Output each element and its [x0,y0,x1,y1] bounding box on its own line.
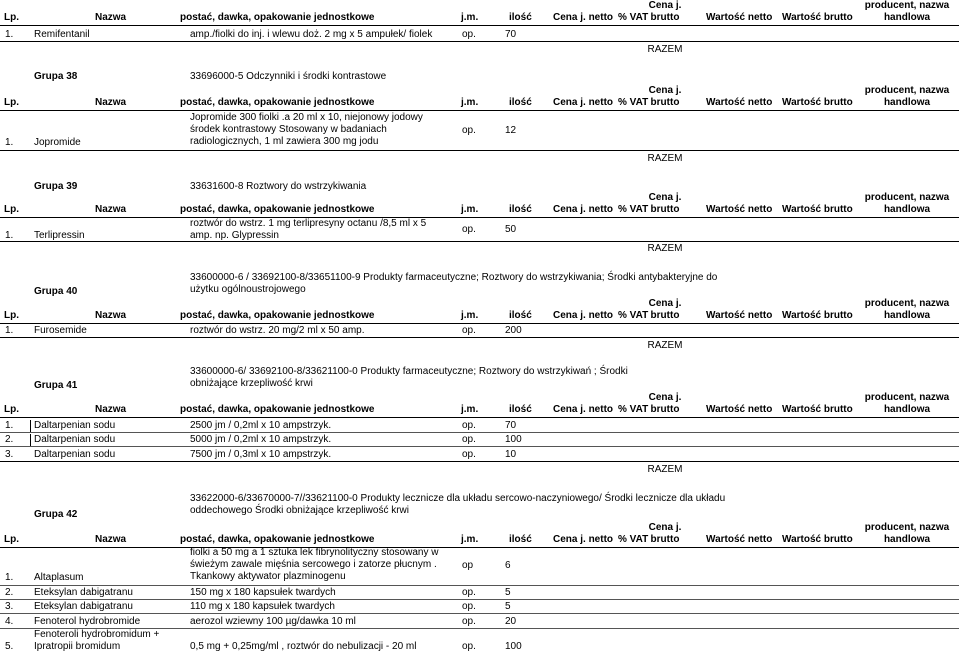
cell-divider [30,434,31,446]
header-cena-brutto-line2: brutto [650,204,680,215]
group-42-title: Grupa 42 [34,509,78,520]
row-nazwa: Jopromide [34,137,81,148]
row-postac: fiolki a 50 mg a 1 sztuka lek fibrynolityczny stosowany w świeżym zawale mięśnia sercowego i zatorze płucnym . Tkankowy aktywator plazminogenu [190,547,439,582]
row-ilosc: 100 [505,434,522,445]
row-ilosc: 200 [505,325,522,336]
header-wartosc-brutto: Wartość brutto [782,404,853,415]
row-postac: roztwór do wstrz. 1 mg terlipresyny octanu /8,5 ml x 5 amp. np. Glypressin [190,218,427,241]
row-ilosc: 6 [505,560,511,571]
header-wartosc-brutto: Wartość brutto [782,204,853,215]
header-vat: % VAT [618,310,649,321]
header-nazwa: Nazwa [95,97,127,108]
row-lp: 1. [5,325,14,336]
header-cena-brutto-line1: Cena j. [648,392,682,403]
row-postac: 7500 jm / 0,3ml x 10 ampstrzyk. [190,449,332,460]
header-ilosc: ilość [509,97,532,108]
header-vat: % VAT [618,534,649,545]
header-cena-brutto-line2: brutto [650,97,680,108]
razem-g40: RAZEM [647,340,683,351]
header-postac: postać, dawka, opakowanie jednostkowe [180,204,375,215]
row-lp: 5. [5,641,14,652]
header-cena-brutto-line2: brutto [650,12,680,23]
header-producent-line2: handlowa [883,204,931,215]
header-wartosc-netto: Wartość netto [706,204,773,215]
header-ilosc: ilość [509,204,532,215]
header-cena-brutto-line2: brutto [650,404,680,415]
header-row-g40-bottom-rule [0,323,959,324]
header-cena-netto: Cena j. netto [553,97,614,108]
row-rule [0,337,959,338]
row-lp: 1. [5,572,14,583]
row-nazwa: Eteksylan dabigatranu [34,601,133,612]
header-wartosc-netto: Wartość netto [706,12,773,23]
header-postac: postać, dawka, opakowanie jednostkowe [180,534,375,545]
cell-divider [30,420,31,432]
row-ilosc: 5 [505,587,511,598]
header-ilosc: ilość [509,12,532,23]
row-jm: op. [462,641,476,652]
row-lp: 3. [5,601,14,612]
header-nazwa: Nazwa [95,12,127,23]
row-postac: 150 mg x 180 kapsułek twardych [190,587,336,598]
header-nazwa: Nazwa [95,534,127,545]
header-producent-line2: handlowa [883,310,931,321]
row-jm: op. [462,601,476,612]
header-jm: j.m. [461,310,479,321]
row-jm: op. [462,449,476,460]
row-ilosc: 100 [505,641,522,652]
header-row-top-bottom-rule [0,25,959,26]
group-41-title: Grupa 41 [34,380,78,391]
row-jm: op. [462,325,476,336]
group-39-code: 33631600-8 Roztwory do wstrzykiwania [190,181,367,192]
row-nazwa: Remifentanil [34,29,90,40]
header-postac: postać, dawka, opakowanie jednostkowe [180,310,375,321]
row-nazwa: Fenoteroli hydrobromidum + Ipratropii bromidum [34,629,160,652]
group-38-title: Grupa 38 [34,71,78,82]
razem-g39: RAZEM [647,243,683,254]
header-producent-line1: producent, nazwa [864,298,950,309]
razem-top: RAZEM [647,44,683,55]
header-cena-brutto-line2: brutto [650,534,680,545]
row-rule [0,41,959,42]
header-jm: j.m. [461,204,479,215]
header-jm: j.m. [461,534,479,545]
header-producent-line2: handlowa [883,12,931,23]
header-lp: Lp. [4,12,19,23]
header-postac: postać, dawka, opakowanie jednostkowe [180,12,375,23]
row-rule [0,241,959,242]
header-vat: % VAT [618,404,649,415]
header-wartosc-netto: Wartość netto [706,404,773,415]
header-cena-brutto-line1: Cena j. [648,85,682,96]
header-nazwa: Nazwa [95,310,127,321]
header-cena-netto: Cena j. netto [553,310,614,321]
header-producent-line1: producent, nazwa [864,85,950,96]
header-producent-line1: producent, nazwa [864,192,950,203]
header-vat: % VAT [618,12,649,23]
row-nazwa: Fenoterol hydrobromide [34,616,141,627]
row-lp: 2. [5,587,14,598]
header-vat: % VAT [618,204,649,215]
header-producent-line2: handlowa [883,97,931,108]
header-row-g42-bottom-rule [0,547,959,548]
group-40-code: 33600000-6 / 33692100-8/33651100-9 Produkty farmaceutyczne; Roztwory do wstrzykiwania; Środki antybakteryjne do użytku ogólnoustrojowego [190,272,718,295]
row-nazwa: Daltarpenian sodu [34,449,116,460]
header-wartosc-netto: Wartość netto [706,534,773,545]
row-postac: 2500 jm / 0,2ml x 10 ampstrzyk. [190,420,332,431]
header-vat: % VAT [618,97,649,108]
group-42-code: 33622000-6/33670000-7//33621100-0 Produkty lecznicze dla układu sercowo-naczyniowego/ Środki lecznicze dla układu oddechowego Środki obniżające krzepliwość krwi [190,493,726,516]
header-postac: postać, dawka, opakowanie jednostkowe [180,97,375,108]
header-ilosc: ilość [509,404,532,415]
row-rule [0,432,959,433]
row-rule [0,585,959,586]
header-row-g39-bottom-rule [0,217,959,218]
header-producent-line1: producent, nazwa [864,392,950,403]
row-rule [0,599,959,600]
header-cena-brutto-line1: Cena j. [648,522,682,533]
header-nazwa: Nazwa [95,404,127,415]
header-wartosc-brutto: Wartość brutto [782,97,853,108]
header-cena-netto: Cena j. netto [553,204,614,215]
header-lp: Lp. [4,204,19,215]
header-jm: j.m. [461,97,479,108]
row-rule [0,461,959,462]
row-nazwa: Altaplasum [34,572,84,583]
row-postac: Jopromide 300 fiolki .a 20 ml x 10, niejonowy jodowy środek kontrastowy Stosowany w badaniach radiologicznych, 1 ml zawiera 300 mg jodu [190,112,423,147]
header-jm: j.m. [461,12,479,23]
row-nazwa: Furosemide [34,325,87,336]
row-postac: 0,5 mg + 0,25mg/ml , roztwór do nebulizacji - 20 ml [190,641,417,652]
row-lp: 1. [5,29,14,40]
header-ilosc: ilość [509,310,532,321]
row-ilosc: 70 [505,29,517,40]
header-wartosc-netto: Wartość netto [706,97,773,108]
header-nazwa: Nazwa [95,204,127,215]
header-wartosc-brutto: Wartość brutto [782,12,853,23]
row-rule [0,150,959,151]
header-cena-netto: Cena j. netto [553,12,614,23]
header-producent-line2: handlowa [883,404,931,415]
row-lp: 1. [5,420,14,431]
row-jm: op. [462,616,476,627]
row-nazwa: Daltarpenian sodu [34,434,116,445]
header-jm: j.m. [461,404,479,415]
header-wartosc-brutto: Wartość brutto [782,534,853,545]
row-postac: amp./fiolki do inj. i wlewu doż. 2 mg x 5 ampułek/ fiolek [190,29,433,40]
header-lp: Lp. [4,310,19,321]
row-jm: op. [462,587,476,598]
header-wartosc-netto: Wartość netto [706,310,773,321]
header-cena-brutto-line1: Cena j. [648,0,682,11]
header-postac: postać, dawka, opakowanie jednostkowe [180,404,375,415]
header-cena-brutto-line1: Cena j. [648,298,682,309]
header-cena-brutto-line1: Cena j. [648,192,682,203]
header-cena-brutto-line2: brutto [650,310,680,321]
row-lp: 1. [5,230,14,241]
row-ilosc: 50 [505,224,517,235]
row-jm: op. [462,434,476,445]
row-lp: 2. [5,434,14,445]
row-postac: 110 mg x 180 kapsułek twardych [190,601,335,612]
row-nazwa: Terlipressin [34,230,85,241]
row-rule [0,446,959,447]
group-41-code: 33600000-6/ 33692100-8/33621100-0 Produkty farmaceutyczne; Roztwory do wstrzykiwań ; Środki obniżające krzepliwość krwi [190,366,628,389]
row-jm: op. [462,125,476,136]
row-ilosc: 70 [505,420,517,431]
header-row-g38-bottom-rule [0,110,959,111]
row-jm: op. [462,29,476,40]
row-postac: 5000 jm / 0,2ml x 10 ampstrzyk. [190,434,332,445]
row-nazwa: Daltarpenian sodu [34,420,116,431]
header-producent-line2: handlowa [883,534,931,545]
header-lp: Lp. [4,534,19,545]
group-40-title: Grupa 40 [34,286,78,297]
header-producent-line1: producent, nazwa [864,0,950,11]
razem-g41: RAZEM [647,464,683,475]
row-lp: 3. [5,449,14,460]
header-ilosc: ilość [509,534,532,545]
header-cena-netto: Cena j. netto [553,404,614,415]
row-nazwa: Eteksylan dabigatranu [34,587,133,598]
row-jm: op. [462,420,476,431]
row-jm: op. [462,224,476,235]
row-ilosc: 12 [505,125,517,136]
header-wartosc-brutto: Wartość brutto [782,310,853,321]
header-lp: Lp. [4,404,19,415]
header-producent-line1: producent, nazwa [864,522,950,533]
row-postac: roztwór do wstrz. 20 mg/2 ml x 50 amp. [190,325,365,336]
row-lp: 1. [5,137,14,148]
row-ilosc: 20 [505,616,517,627]
row-rule [0,613,959,614]
header-cena-netto: Cena j. netto [553,534,614,545]
row-lp: 4. [5,616,14,627]
group-38-code: 33696000-5 Odczynniki i środki kontrastowe [190,71,387,82]
row-jm: op [462,560,474,571]
header-row-g41-bottom-rule [0,417,959,418]
razem-g38: RAZEM [647,153,683,164]
group-39-title: Grupa 39 [34,181,78,192]
row-ilosc: 5 [505,601,511,612]
row-ilosc: 10 [505,449,517,460]
header-lp: Lp. [4,97,19,108]
row-postac: aerozol wziewny 100 µg/dawka 10 ml [190,616,356,627]
